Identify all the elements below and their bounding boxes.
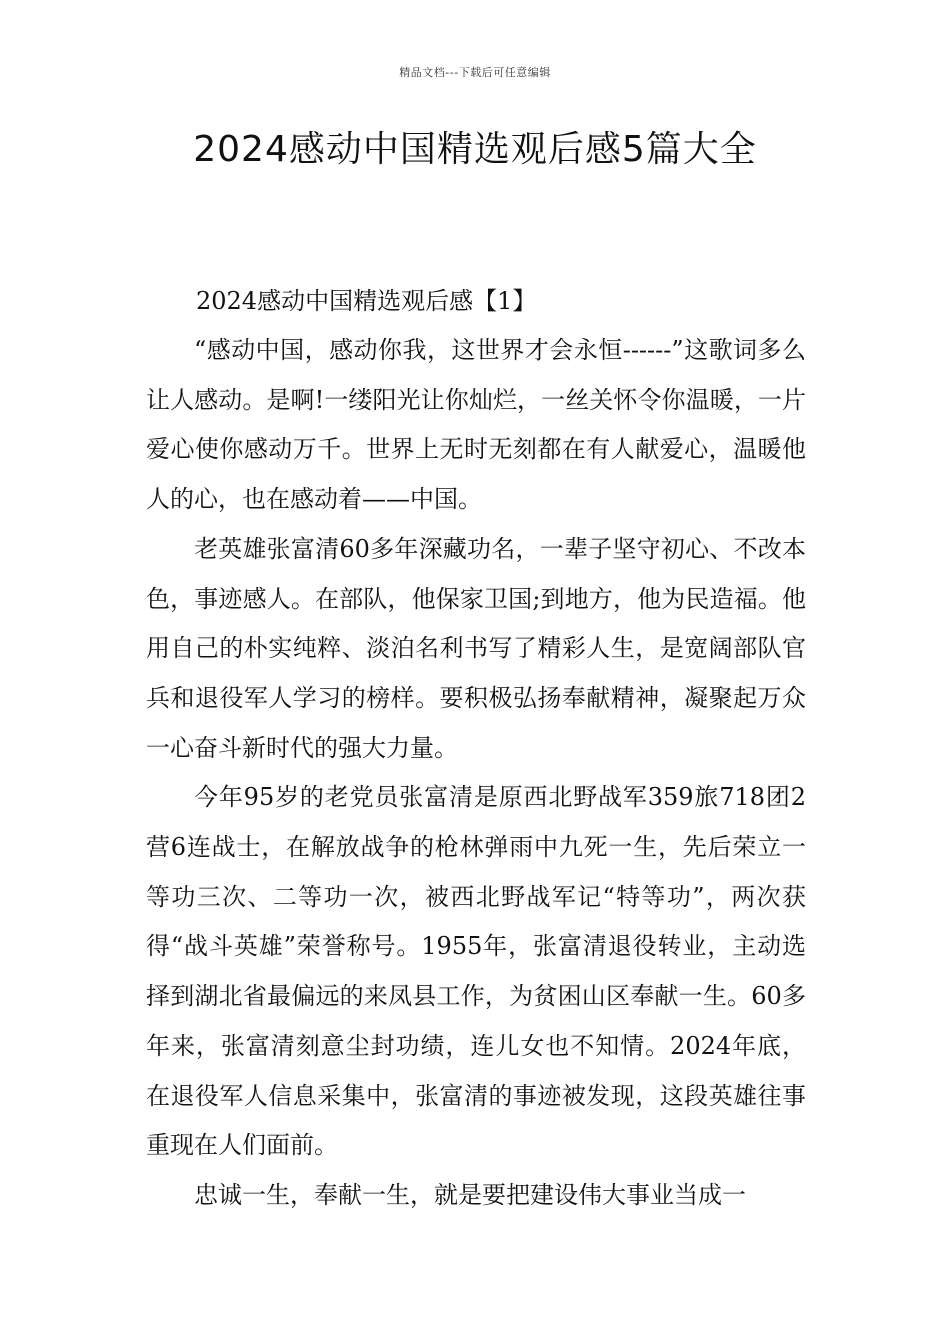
- document-body: [146, 276, 806, 1221]
- section-heading: 2024感动中国精选观后感【1】: [196, 287, 537, 315]
- paragraph-3: 今年95岁的老党员张富清是原西北野战军359旅718团2营6连战士，在解放战争的枪林弹雨中九死一生，先后荣立一等功三次、二等功一次，被西北野战军记“特等功”，两次获得“战斗英雄”荣誉称号。1955年，张富清退役转业，主动选择到湖北省最偏远的来凤县工作，为贫困山区奉献一生。60多年来，张富清刻意尘封功绩，连儿女也不知情。2024年底，在退役军人信息采集中，张富清的事迹被发现，这段英雄往事重现在人们面前。: [146, 783, 806, 1160]
- header-note: 精品文档---下载后可任意编辑: [399, 66, 551, 79]
- paragraph-2: 老英雄张富清60多年深藏功名，一辈子坚守初心、不改本色，事迹感人。在部队，他保家卫国;到地方，他为民造福。他用自己的朴实纯粹、淡泊名利书写了精彩人生，是宽阔部队官兵和退役军人学习的榜样。要积极弘扬奉献精神，凝聚起万众一心奋斗新时代的强大力量。: [146, 534, 806, 762]
- document-title: 2024感动中国精选观后感5篇大全: [193, 129, 757, 170]
- paragraph-4: 忠诚一生，奉献一生，就是要把建设伟大事业当成一: [194, 1180, 746, 1209]
- paragraph-1: “感动中国，感动你我，这世界才会永恒------”这歌词多么让人感动。是啊!一缕阳光让你灿烂，一丝关怀令你温暖，一片爱心使你感动万千。世界上无时无刻都在有人献爱心，温暖他人的心，也在感动着——中国。: [146, 336, 806, 514]
